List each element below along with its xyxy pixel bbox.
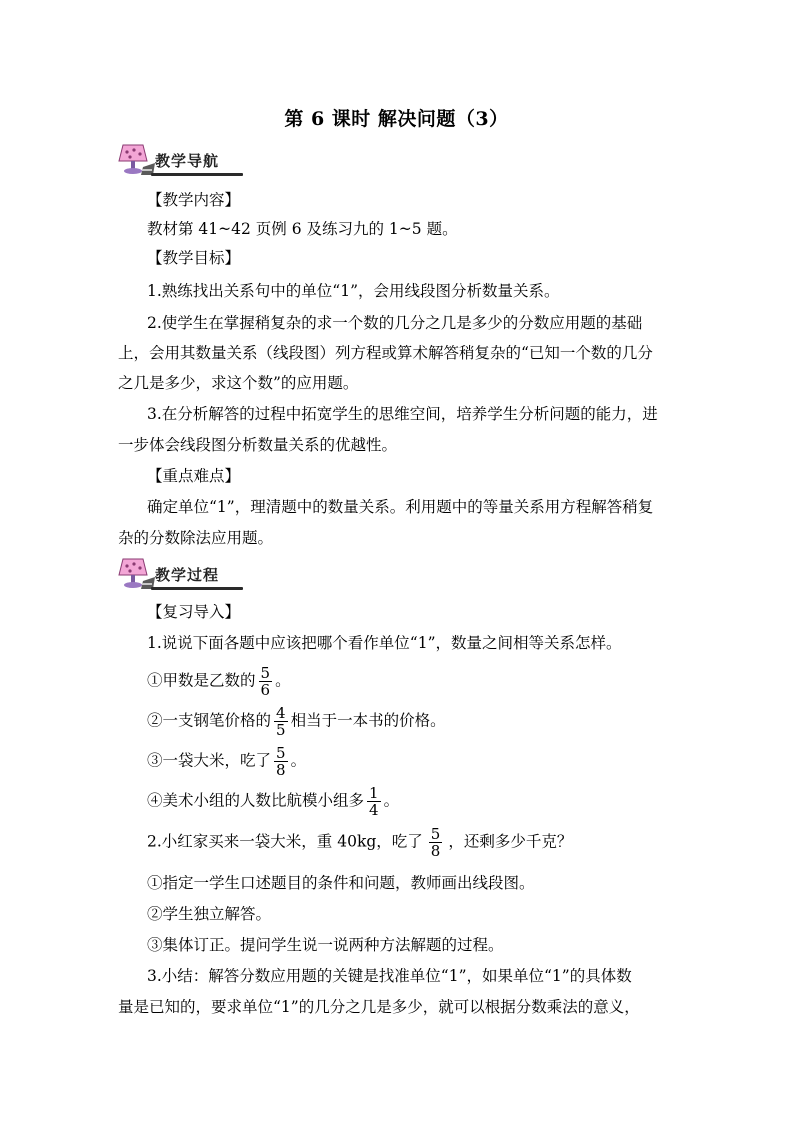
section-header-label: 教学过程 [155, 566, 220, 584]
paragraph: ③集体订正。提问学生说一说两种方法解题的过程。 [147, 936, 504, 954]
paragraph: 一步体会线段图分析数量关系的优越性。 [118, 436, 398, 454]
item-text: ③一袋大米，吃了 [147, 751, 272, 770]
section-header-underline [151, 587, 243, 590]
item-text: ①甲数是乙数的 [147, 671, 256, 690]
item-text: 。 [290, 751, 307, 770]
fraction-numerator: 1 [369, 784, 379, 802]
heading-review: 【复习导入】 [147, 603, 241, 621]
item-text: 相当于一本书的价格。 [290, 711, 446, 730]
section-header-label: 教学导航 [155, 152, 220, 170]
item-text: 2.小红家买来一袋大米，重 40kg，吃了 [147, 832, 423, 851]
heading-teaching-goals: 【教学目标】 [147, 249, 241, 267]
fraction [259, 665, 273, 698]
fraction-numerator: 5 [430, 825, 441, 843]
paragraph: 教材第 41~42 页例 6 及练习九的 1~5 题。 [147, 220, 458, 238]
list-item [147, 705, 446, 738]
paragraph: 上，会用其数量关系（线段图）列方程或算术解答稍复杂的“已知一个数的几分 [118, 344, 653, 362]
paragraph: 1.熟练找出关系句中的单位“1”，会用线段图分析数量关系。 [147, 282, 560, 300]
list-item [147, 826, 572, 859]
fraction-denominator: 4 [369, 801, 379, 819]
paragraph: 确定单位“1”，理清题中的数量关系。利用题中的等量关系用方程解答稍复 [147, 498, 654, 516]
paragraph: 3.小结：解答分数应用题的关键是找准单位“1”，如果单位“1”的具体数 [147, 967, 632, 985]
fraction-denominator: 6 [260, 681, 271, 699]
list-item [147, 745, 306, 778]
heading-key-points: 【重点难点】 [147, 467, 241, 485]
fraction [429, 826, 443, 859]
section-header-teaching-nav [117, 141, 242, 181]
list-item [147, 665, 291, 698]
paragraph: 2.使学生在掌握稍复杂的求一个数的几分之几是多少的分数应用题的基础 [147, 314, 643, 332]
item-text: 。 [383, 791, 400, 810]
fraction [274, 705, 288, 738]
paragraph: 3.在分析解答的过程中拓宽学生的思维空间，培养学生分析问题的能力，进 [147, 405, 658, 423]
item-text: ④美术小组的人数比航模小组多 [147, 791, 365, 810]
fraction-denominator: 8 [276, 761, 286, 779]
paragraph: ②学生独立解答。 [147, 905, 272, 923]
page-title: 第 6 课时 解决问题（3） [284, 108, 509, 130]
paragraph: 杂的分数除法应用题。 [118, 529, 274, 547]
fraction-denominator: 5 [276, 721, 286, 739]
fraction-numerator: 5 [276, 744, 286, 762]
section-header-teaching-process [117, 555, 242, 595]
fraction-numerator: 5 [260, 664, 271, 682]
fraction-denominator: 8 [430, 842, 441, 860]
paragraph: 1.说说下面各题中应该把哪个看作单位“1”，数量之间相等关系怎样。 [147, 634, 622, 652]
heading-teaching-content: 【教学内容】 [147, 191, 241, 209]
item-text: ，还剩多少千克？ [448, 832, 573, 851]
item-text: 。 [275, 671, 291, 690]
item-text: ②一支钢笔价格的 [147, 711, 272, 730]
list-item [147, 785, 399, 818]
paragraph: ①指定一学生口述题目的条件和问题，教师画出线段图。 [147, 874, 535, 892]
fraction-numerator: 4 [276, 704, 286, 722]
paragraph: 之几是多少，求这个数”的应用题。 [118, 374, 359, 392]
fraction [367, 785, 381, 818]
fraction [274, 745, 288, 778]
paragraph: 量是已知的，要求单位“1”的几分之几是多少，就可以根据分数乘法的意义， [118, 998, 640, 1016]
section-header-underline [151, 173, 243, 176]
